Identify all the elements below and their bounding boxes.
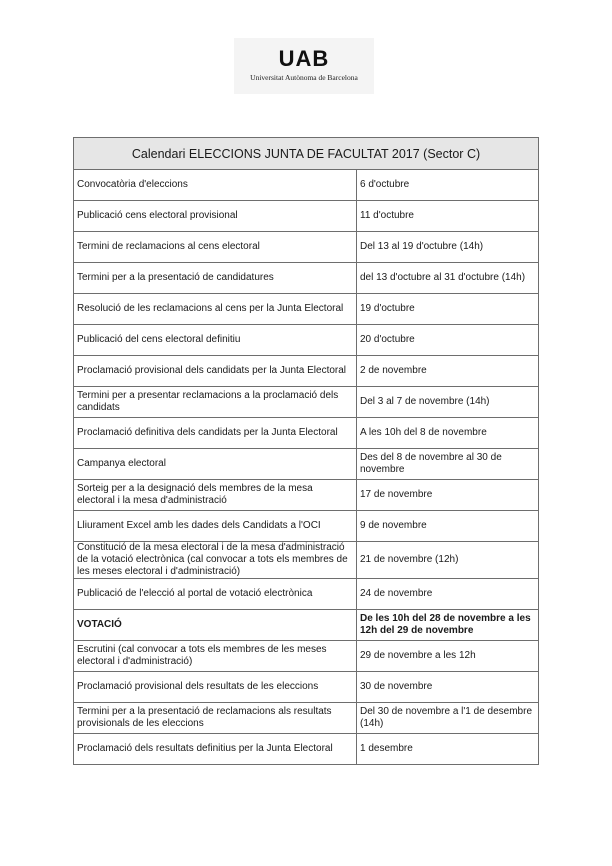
event-cell: Termini per a presentar reclamacions a la proclamació dels candidats bbox=[74, 387, 357, 418]
table-row bbox=[74, 449, 539, 480]
date-cell: 30 de novembre bbox=[357, 672, 539, 703]
event-cell: Publicació de l'elecció al portal de votació electrònica bbox=[74, 579, 357, 610]
date-cell: 11 d'octubre bbox=[357, 201, 539, 232]
table-row bbox=[74, 356, 539, 387]
table-row bbox=[74, 201, 539, 232]
date-cell: del 13 d'octubre al 31 d'octubre (14h) bbox=[357, 263, 539, 294]
date-cell: Des del 8 de novembre al 30 de novembre bbox=[357, 449, 539, 480]
date-cell: 17 de novembre bbox=[357, 480, 539, 511]
table-row bbox=[74, 263, 539, 294]
event-cell: Lliurament Excel amb les dades dels Candidats a l'OCI bbox=[74, 511, 357, 542]
event-cell: Constitució de la mesa electoral i de la mesa d'administració de la votació electrònica (cal convocar a tots els membres de les meses electoral i d'administració) bbox=[74, 542, 357, 579]
date-cell: 19 d'octubre bbox=[357, 294, 539, 325]
table-row bbox=[74, 480, 539, 511]
table-row bbox=[74, 542, 539, 579]
table-row bbox=[74, 294, 539, 325]
table-row bbox=[74, 511, 539, 542]
date-cell: Del 30 de novembre a l'1 de desembre (14h) bbox=[357, 703, 539, 734]
election-calendar-table bbox=[73, 137, 539, 765]
date-cell: 20 d'octubre bbox=[357, 325, 539, 356]
date-cell: 6 d'octubre bbox=[357, 170, 539, 201]
date-cell: 21 de novembre (12h) bbox=[357, 542, 539, 579]
date-cell: Del 13 al 19 d'octubre (14h) bbox=[357, 232, 539, 263]
date-cell: 9 de novembre bbox=[357, 511, 539, 542]
table-row bbox=[74, 610, 539, 641]
event-cell: Proclamació definitiva dels candidats per la Junta Electoral bbox=[74, 418, 357, 449]
uab-logo bbox=[234, 38, 374, 94]
table-row bbox=[74, 703, 539, 734]
table-row bbox=[74, 325, 539, 356]
table-row bbox=[74, 232, 539, 263]
event-cell: Termini de reclamacions al cens electoral bbox=[74, 232, 357, 263]
table-row bbox=[74, 387, 539, 418]
table-row bbox=[74, 734, 539, 765]
table-row bbox=[74, 418, 539, 449]
date-cell: 2 de novembre bbox=[357, 356, 539, 387]
event-cell: Proclamació dels resultats definitius per la Junta Electoral bbox=[74, 734, 357, 765]
table-row bbox=[74, 170, 539, 201]
event-cell: Proclamació provisional dels resultats de les eleccions bbox=[74, 672, 357, 703]
event-cell: Escrutini (cal convocar a tots els membres de les meses electoral i d'administració) bbox=[74, 641, 357, 672]
date-cell: Del 3 al 7 de novembre (14h) bbox=[357, 387, 539, 418]
event-cell: Publicació del cens electoral definitiu bbox=[74, 325, 357, 356]
table-title: Calendari ELECCIONS JUNTA DE FACULTAT 2017 (Sector C) bbox=[74, 138, 539, 170]
event-cell: Resolució de les reclamacions al cens per la Junta Electoral bbox=[74, 294, 357, 325]
event-cell: Termini per a la presentació de candidatures bbox=[74, 263, 357, 294]
table-row bbox=[74, 641, 539, 672]
logo-mark: UAB bbox=[278, 46, 330, 71]
event-cell: Sorteig per a la designació dels membres de la mesa electoral i la mesa d'administració bbox=[74, 480, 357, 511]
event-cell: Termini per a la presentació de reclamacions als resultats provisionals de les eleccions bbox=[74, 703, 357, 734]
date-cell: 24 de novembre bbox=[357, 579, 539, 610]
date-cell: A les 10h del 8 de novembre bbox=[357, 418, 539, 449]
event-cell: Campanya electoral bbox=[74, 449, 357, 480]
event-cell: Proclamació provisional dels candidats per la Junta Electoral bbox=[74, 356, 357, 387]
event-cell: Publicació cens electoral provisional bbox=[74, 201, 357, 232]
event-cell: Convocatòria d'eleccions bbox=[74, 170, 357, 201]
date-cell: 29 de novembre a les 12h bbox=[357, 641, 539, 672]
date-cell: De les 10h del 28 de novembre a les 12h del 29 de novembre bbox=[357, 610, 539, 641]
event-cell: VOTACIÓ bbox=[74, 610, 357, 641]
table-row bbox=[74, 579, 539, 610]
table-row bbox=[74, 672, 539, 703]
date-cell: 1 desembre bbox=[357, 734, 539, 765]
logo-name: Universitat Autònoma de Barcelona bbox=[250, 73, 358, 82]
